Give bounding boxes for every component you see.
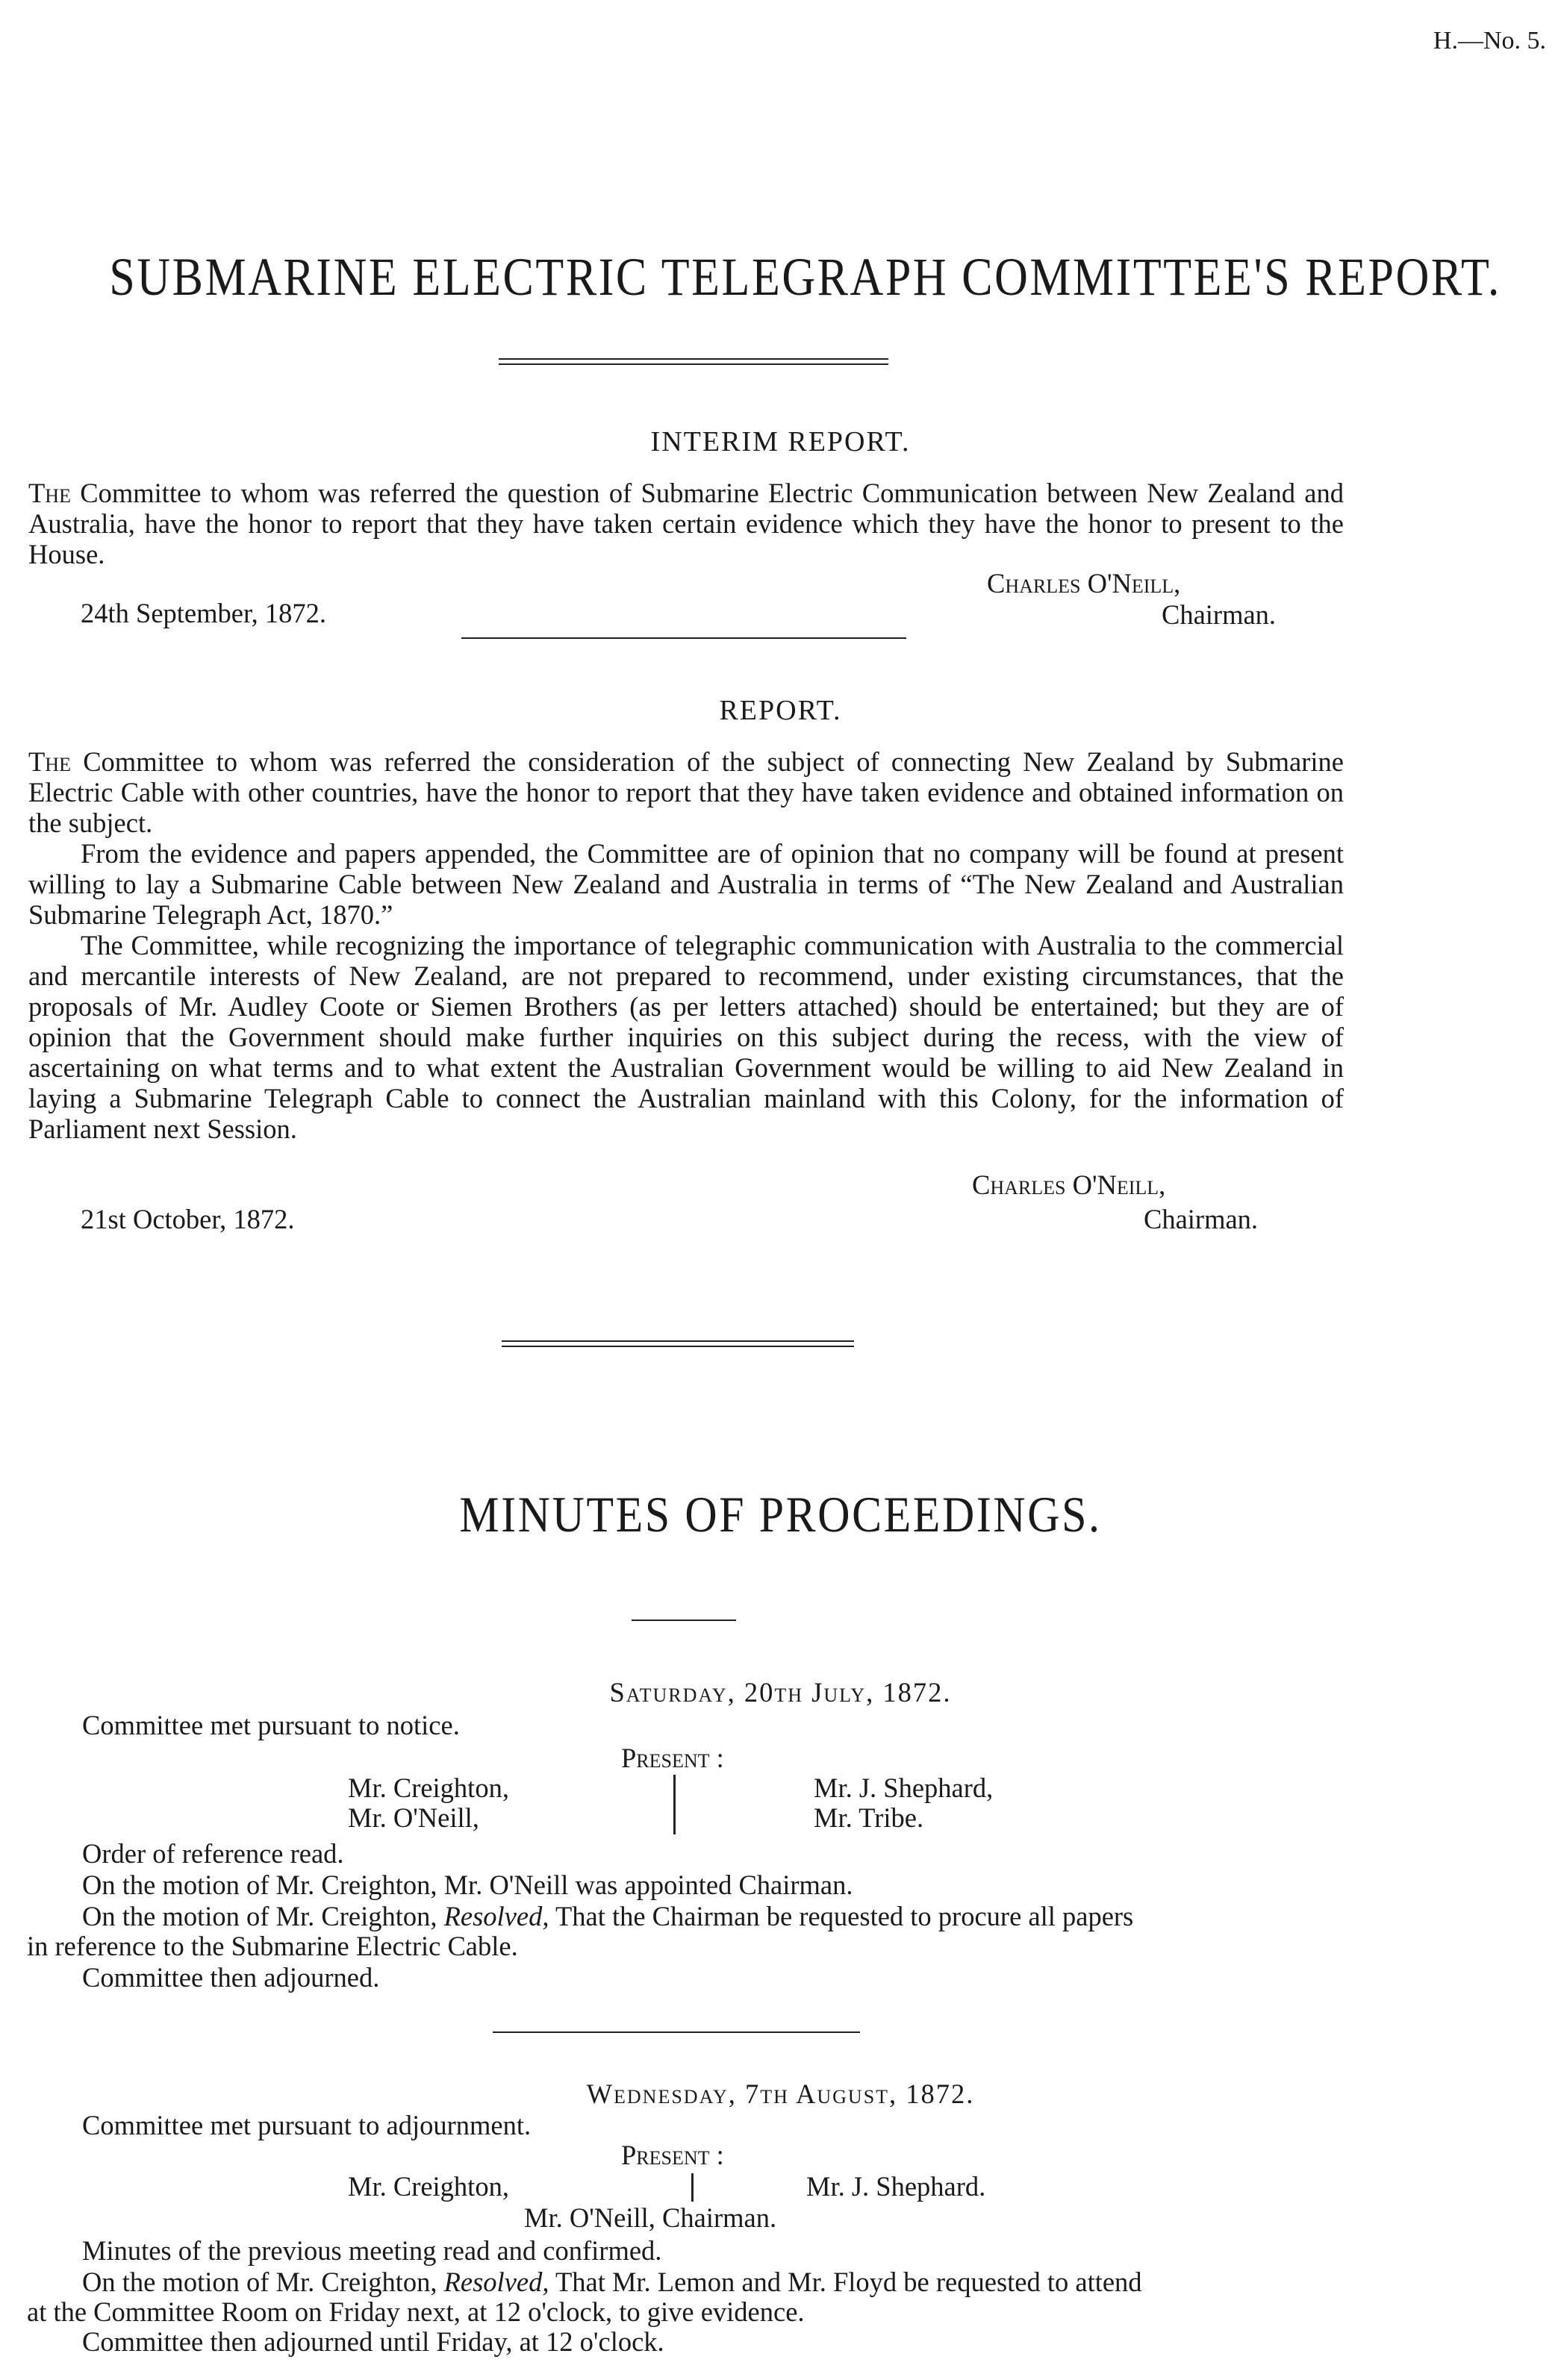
meeting2-resolved: Resolved, <box>443 2267 549 2297</box>
interim-date: 24th September, 1872. <box>81 598 327 628</box>
meeting1-member-right-1: Mr. J. Shephard, <box>814 1772 994 1803</box>
meeting1-line-4: Committee then adjourned. <box>82 1962 380 1993</box>
interim-text: Committee to whom was referred the question of Submarine Electric Communication between New Zealand and Australia, have the honor to report that they have taken certain evidence which they have the honor to present to the House. <box>28 478 1344 569</box>
meeting1-line-2: On the motion of Mr. Creighton, Mr. O'Neill was appointed Chairman. <box>82 1870 853 1900</box>
meeting1-members-divider <box>673 1775 676 1834</box>
meeting1-line-1: Order of reference read. <box>82 1838 344 1869</box>
interim-chairman: Chairman. <box>1162 599 1277 630</box>
meeting2-motion-text: On the motion of Mr. Creighton, <box>82 2267 437 2297</box>
meeting1-met: Committee met pursuant to notice. <box>82 1710 460 1740</box>
meeting1-member-left-1: Mr. Creighton, <box>348 1772 509 1803</box>
interim-signature: Charles O'Neill, <box>987 568 1181 599</box>
meeting1-member-right-2: Mr. Tribe. <box>814 1802 924 1833</box>
report-paragraph-3: The Committee, while recognizing the importance of telegraphic communication with Australia to the commercial and mercantile interests of New Zealand, are not prepared to recommend, under existing circumstances, that the proposals of Mr. Audley Coote or Siemen Brothers (as per letters attached) should be entertained; but they are of opinion that the Government should make further inquiries on this subject during the recess, with the view of ascertaining on what terms and to what extent the Australian Government would be willing to aid New Zealand in laying a Submarine Telegraph Cable to connect the Australian mainland with this Colony, for the information of Parliament next Session. <box>28 930 1344 1144</box>
report-title: SUBMARINE ELECTRIC TELEGRAPH COMMITTEE'S REPORT. <box>109 247 1501 307</box>
report-paragraph-1: Committee to whom was referred the consideration of the subject of connecting New Zealand by Submarine Electric Cable with other countries, have the honor to report that they have taken evidence and obtained information on the subject. <box>28 746 1344 838</box>
meeting1-resolution-text: That the Chairman be requested to procure all papers <box>555 1901 1134 1931</box>
report-heading: REPORT. <box>719 695 842 726</box>
meeting1-resolved: Resolved, <box>443 1901 549 1931</box>
meeting2-line-2-continued: at the Committee Room on Friday next, at 12 o'clock, to give evidence. <box>27 2296 805 2327</box>
title-double-rule <box>499 358 888 365</box>
meeting2-chairman: Mr. O'Neill, Chairman. <box>524 2202 777 2233</box>
interim-report-heading: INTERIM REPORT. <box>650 426 911 457</box>
meeting2-member-right: Mr. J. Shephard. <box>806 2171 986 2202</box>
meeting2-members-divider <box>691 2173 694 2202</box>
meeting2-line-3: Committee then adjourned until Friday, at 12 o'clock. <box>82 2326 664 2357</box>
minutes-title-rule <box>632 1620 736 1621</box>
meeting1-line-3 <box>82 1900 1336 1932</box>
interim-report-body <box>28 478 1344 569</box>
meeting2-met: Committee met pursuant to adjournment. <box>82 2110 532 2140</box>
meeting2-present-label: Present : <box>621 2140 724 2170</box>
meeting1-present-label: Present : <box>621 1743 724 1773</box>
meeting1-member-left-2: Mr. O'Neill, <box>348 1802 479 1833</box>
report-date: 21st October, 1872. <box>81 1204 295 1234</box>
meeting-divider <box>493 2031 860 2033</box>
report-paragraph-2: From the evidence and papers appended, the Committee are of opinion that no company will be found at present willing to lay a Submarine Cable between New Zealand and Australia in terms of “The New Zealand and Australian Submarine Telegraph Act, 1870.” <box>28 838 1344 930</box>
report-body <box>28 746 1344 1144</box>
interim-lead-word: The <box>28 478 71 508</box>
meeting2-line-1: Minutes of the previous meeting read and confirmed. <box>82 2235 662 2266</box>
report-lead-word: The <box>28 746 71 777</box>
meeting2-date: Wednesday, 7th August, 1872. <box>586 2078 975 2109</box>
meeting1-motion-text: On the motion of Mr. Creighton, <box>82 1901 437 1931</box>
meeting2-resolution-text: That Mr. Lemon and Mr. Floyd be requested to attend <box>555 2267 1142 2297</box>
meeting2-line-2 <box>82 2266 1336 2298</box>
meeting1-date: Saturday, 20th July, 1872. <box>609 1677 952 1708</box>
report-signature: Charles O'Neill, <box>972 1169 1166 1200</box>
meeting1-line-3-continued: in reference to the Submarine Electric Cable. <box>27 1931 518 1961</box>
meeting2-member-left: Mr. Creighton, <box>348 2171 509 2202</box>
minutes-title: MINUTES OF PROCEEDINGS. <box>459 1486 1102 1543</box>
report-end-double-rule <box>502 1340 854 1347</box>
report-chairman: Chairman. <box>1144 1204 1259 1234</box>
interim-divider <box>461 637 906 639</box>
document-reference: H.—No. 5. <box>1433 27 1546 54</box>
